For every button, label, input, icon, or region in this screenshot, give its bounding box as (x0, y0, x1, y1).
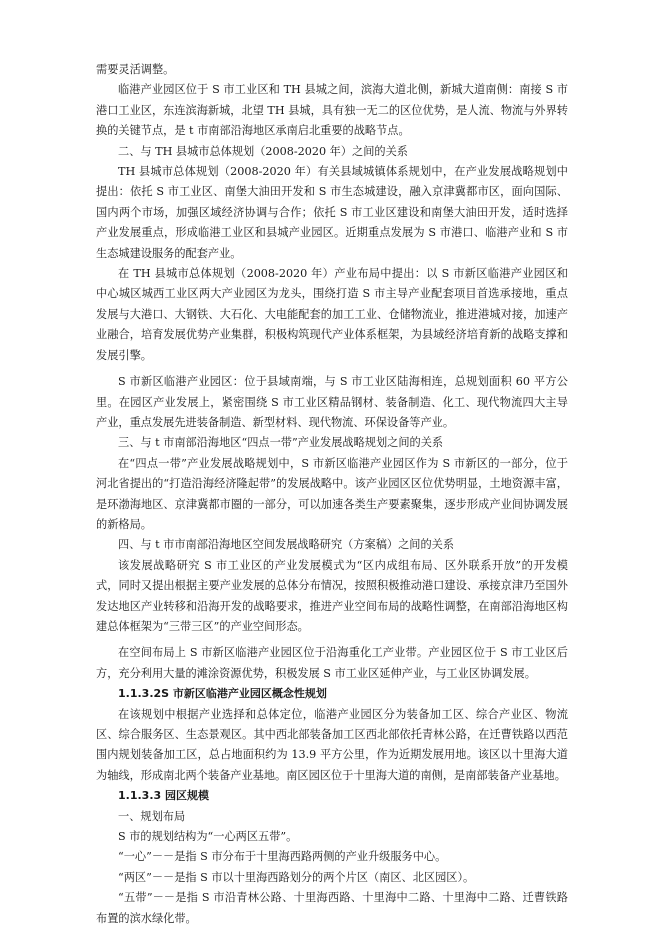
paragraph-location: 临港产业园区位于 S 市工业区和 TH 县城之间，滨海大道北侧，新城大道南侧：南接 S 市港口工业区，东连滨海新城，北望 TH 县城，具有独一无二的区位优势，是人流、物流与外界转换的关键节点，是 t 市南部沿海地区承南启北重要的战略节点。 (96, 83, 568, 138)
paragraph-five-belts: “五带”－－是指 S 市沿青林公路、十里海西路、十里海中二路、十里海中二路、迁曹铁路布置的滨水绿化带。 (96, 891, 568, 925)
paragraph-park-overview: S 市新区临港产业园区：位于县域南端，与 S 市工业区陆海相连，总规划面积 60 平方公里。在园区产业发展上，紧密围绕 S 市工业区精品钢材、装备制造、化工、现代物流四大主导产业，重点发展先进装备制造、新型材料、现代物流、环保设备等产业。 (96, 375, 568, 429)
paragraph-four-points: 在“四点一带”产业发展战略规划中，S 市新区临港产业园区作为 S 市新区的一部分，位于河北省提出的“打造沿海经济隆起带”的发展战略中。该产业园区区位优势明显，土地资源丰富，是环渤海地区、京津冀都市圈的一部分，可以加速各类生产要素聚集，逐步形成产业间协调发展的新格局。 (96, 456, 568, 531)
paragraph-concept-plan: 在该规划中根据产业选择和总体定位，临港产业园区分为装备加工区、综合产业区、物流区、综合服务区、生态景观区。其中西北部装备加工区西北部依托青林公路，在迁曹铁路以西范围内规划装备加工区，总占地面积约为 13.9 平方公里，作为近期发展用地。该区以十里海大道为轴线，形成南北两个装备产业基地。南区园区位于十里海大道的南侧，是南部装备产业基地。 (96, 707, 568, 782)
subsection-heading-1133: 1.1.3.3 园区规模 (118, 789, 209, 803)
paragraph-spatial-layout: 在空间布局上 S 市新区临港产业园区位于沿海重化工产业带。产业园区位于 S 市工业区后方，充分利用大量的滩涂资源优势，积极发展 S 市工业区延伸产业，与工业区协调发展。 (96, 646, 568, 680)
paragraph-continuation: 需要灵活调整。 (96, 63, 175, 76)
paragraph-two-areas: “两区”－－是指 S 市以十里海西路划分的两个片区（南区、北区园区）。 (118, 870, 475, 884)
section-heading-3: 三、与 t 市南部沿海地区“四点一带”产业发展战略规划之间的关系 (118, 436, 444, 450)
paragraph-industry-layout: 在 TH 县城市总体规划（2008-2020 年）产业布局中提出：以 S 市新区临港产业园区和中心城区城西工业区两大产业园区为龙头，围绕打造 S 市主导产业配套项目首选承接地，重点发展与大港口、大钢铁、大石化、大电能配套的加工工业、仓储物流业，推进港城对接，加速产业融合，培育发展优势产业集群，积极构筑现代产业体系框架，为县域经济培育新的战略支撑和发展引擎。 (96, 267, 568, 362)
paragraph-one-center: “一心”－－是指 S 市分布于十里海西路两侧的产业升级服务中心。 (118, 850, 447, 864)
paragraph-county-plan: TH 县城市总体规划（2008-2020 年）有关县域城镇体系规划中，在产业发展战略规划中提出：依托 S 市工业区、南堡大油田开发和 S 市生态城建设，融入京津冀都市区，面向国际、国内两个市场，加强区域经济协调与合作；依托 S 市工业区建设和南堡大油田开发，适时选择产业发展重点，形成临港工业区和县城产业园区。近期重点发展为 S 市港口、临港产业和 S 市生态城建设服务的配套产业。 (96, 165, 568, 260)
paragraph-strategy-study: 该发展战略研究 S 市工业区的产业发展模式为“区内成组布局、区外联系开放”的开发模式，同时又提出根据主要产业发展的总体分布情况，按照积极推动港口建设、承接京津乃至国外发达地区产业转移和沿海开发的战略要求，推进产业空间布局的战略性调整，在南部沿海地区构建总体框架为“三带三区”的产业空间形态。 (96, 558, 568, 633)
document-page (96, 60, 568, 929)
section-heading-2: 二、与 TH 县城市总体规划（2008-2020 年）之间的关系 (118, 144, 408, 158)
paragraph-structure: S 市的规划结构为“一心两区五带”。 (118, 830, 298, 844)
section-heading-4: 四、与 t 市市南部沿海地区空间发展战略研究（方案稿）之间的关系 (118, 538, 455, 552)
heading-planning-layout: 一、规划布局 (118, 809, 186, 823)
subsection-heading-1132: 1.1.3.2S 市新区临港产业园区概念性规划 (118, 687, 327, 701)
